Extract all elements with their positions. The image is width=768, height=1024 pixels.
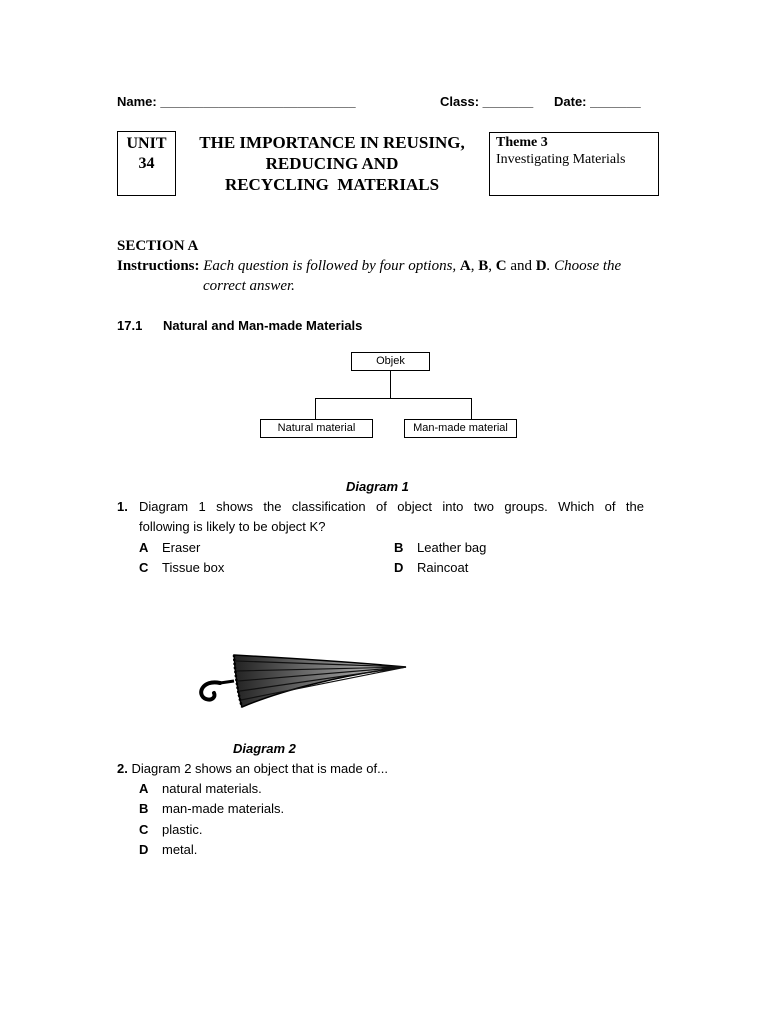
topic-title: Natural and Man-made Materials (163, 318, 363, 333)
diagram-connector (390, 371, 391, 399)
instructions-text-2: . Choose the (546, 258, 622, 274)
diagram-natural-node: Natural material (260, 419, 373, 438)
q1-number: 1. (117, 499, 128, 514)
instructions (117, 256, 621, 276)
q2-option-b-text: man-made materials. (162, 801, 285, 816)
q2-option-a-letter: A (139, 781, 149, 796)
instructions-opt-b: B (478, 258, 489, 274)
q1-option-d-letter: D (394, 560, 404, 575)
unit-label: UNIT (126, 135, 167, 152)
q1-option-b-text: Leather bag (417, 540, 487, 555)
instructions-opt-c: C (495, 258, 507, 274)
diagram-manmade-node: Man-made material (404, 419, 517, 438)
diagram-connector (315, 398, 472, 399)
instructions-text: Each question is followed by four options, (203, 258, 457, 274)
q2-option-c-letter: C (139, 822, 149, 837)
date-field-label: Date: _______ (554, 94, 641, 109)
name-field-label: Name: ___________________________ (117, 94, 356, 109)
theme-box (489, 132, 659, 196)
q2-number: 2. (117, 761, 128, 776)
diagram-1-caption: Diagram 1 (346, 479, 409, 494)
q2-question (117, 759, 388, 779)
diagram-connector (471, 398, 472, 419)
page-title (182, 132, 482, 195)
q1-text-line-1: Diagram 1 shows the classification of object into two groups. Which of the (139, 499, 644, 514)
theme-label: Theme 3 (496, 135, 548, 150)
section-heading: SECTION A (117, 238, 199, 254)
diagram-2-caption: Diagram 2 (233, 741, 296, 756)
unit-number: 34 (138, 155, 155, 172)
q1-option-a-text: Eraser (162, 540, 201, 555)
title-line-3: RECYCLING MATERIALS (224, 175, 440, 194)
q2-option-a-text: natural materials. (162, 781, 262, 796)
q2-option-d-text: metal. (162, 842, 198, 857)
q2-option-c-text: plastic. (162, 822, 203, 837)
theme-subtitle: Investigating Materials (496, 152, 626, 167)
instructions-label: Instructions: (117, 258, 200, 274)
instructions-and: and (510, 258, 533, 274)
topic-number: 17.1 (117, 318, 143, 333)
class-field-label: Class: _______ (440, 94, 534, 109)
q2-text: Diagram 2 shows an object that is made of... (131, 761, 388, 776)
q2-option-b-letter: B (139, 801, 149, 816)
q1-option-c-letter: C (139, 560, 149, 575)
instructions-opt-d: D (535, 258, 547, 274)
unit-box (117, 131, 176, 196)
q1-option-c-text: Tissue box (162, 560, 225, 575)
q2-option-d-letter: D (139, 842, 149, 857)
q1-option-a-letter: A (139, 540, 149, 555)
instructions-comma: , (470, 258, 475, 274)
umbrella-icon (190, 645, 415, 715)
title-line-2: REDUCING AND (265, 154, 399, 173)
title-line-1: THE IMPORTANCE IN REUSING, (199, 133, 465, 152)
q1-option-d-text: Raincoat (417, 560, 469, 575)
instructions-line-2: correct answer. (203, 278, 295, 294)
instructions-comma: , (488, 258, 493, 274)
diagram-root-node: Objek (351, 352, 430, 371)
diagram-connector (315, 398, 316, 419)
instructions-opt-a: A (459, 258, 471, 274)
q1-option-b-letter: B (394, 540, 404, 555)
q1-text-line-2: following is likely to be object K? (139, 519, 326, 534)
